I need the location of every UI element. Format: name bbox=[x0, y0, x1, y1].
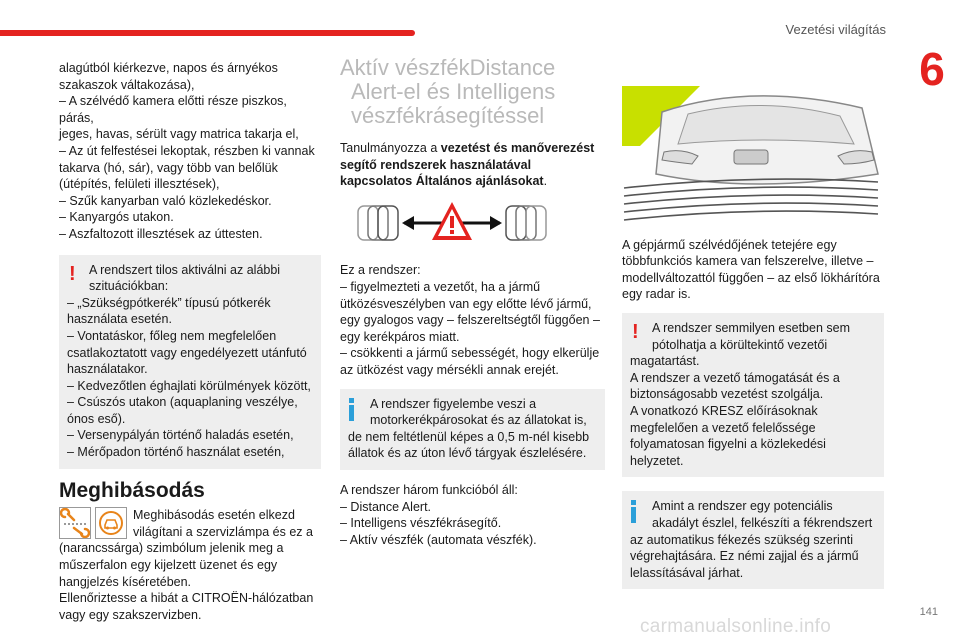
warning-text: A rendszer a vezető támogatását és a bbox=[630, 370, 840, 385]
warning-text: – Csúszós utakon (aquaplaning veszélye, bbox=[67, 395, 298, 410]
warning-text: – Mérőpadon történő használat esetén, bbox=[67, 445, 285, 460]
text-line: Ellenőriztesse a hibát a CITROËN-hálózatban bbox=[59, 591, 314, 606]
info-icon bbox=[348, 398, 356, 420]
warning-text: használata esetén. bbox=[67, 312, 172, 327]
warning-text: – Versenypályán történő haladás esetén, bbox=[67, 428, 294, 443]
intro-bold-text: vezetést és manőverezést segítő rendszerek használatával kapcsolatos Általános ajánlásokat bbox=[340, 141, 595, 189]
text-line: – Kanyargós utakon. bbox=[59, 210, 174, 225]
exclamation-icon: ! bbox=[69, 262, 76, 285]
info-text: végrehajtására. Ez némi zajjal és a jármű bbox=[630, 549, 859, 564]
text-line: A gépjármű szélvédőjének tetejére egy bbox=[622, 237, 837, 252]
info-text: az automatikus fékezés szükség szerinti bbox=[630, 532, 854, 547]
text-line: világítani a szervizlámpa és ez a bbox=[133, 524, 313, 539]
text-line: alagútból kiérkezve, napos és árnyékos bbox=[59, 61, 278, 75]
text-line: hangjelzés kíséretében. bbox=[59, 574, 192, 589]
front-car-icon bbox=[506, 206, 546, 240]
collision-alert-fault-icon bbox=[95, 507, 127, 539]
warning-box bbox=[59, 255, 321, 469]
chapter-color-bar bbox=[0, 30, 415, 36]
info-text: állatok és az úton lévő tárgyak észlelésére. bbox=[348, 446, 587, 461]
fault-icon-group bbox=[59, 507, 127, 540]
running-header: Vezetési világítás bbox=[785, 22, 886, 37]
fault-side-text bbox=[133, 507, 313, 540]
text-line: A rendszer három funkcióból áll: bbox=[340, 482, 518, 497]
warning-text: – Kedvezőtlen éghajlati körülmények között, bbox=[67, 378, 311, 393]
warning-text: ónos eső). bbox=[67, 411, 126, 426]
info-text: de nem feltétlenül képes a 0,5 m-nél kisebb bbox=[348, 429, 590, 444]
text-line: (útépítés, felületi illesztések), bbox=[59, 177, 220, 192]
info-text: lelassításával járhat. bbox=[630, 565, 744, 580]
page-number: 141 bbox=[919, 606, 938, 618]
text-line: az ütközést vagy mérsékli annak erejét. bbox=[340, 362, 559, 377]
text-line: – Distance Alert. bbox=[340, 499, 432, 514]
text-line: takarva (hó, sár), vagy több van belőlük bbox=[59, 160, 278, 175]
warning-text: – Vontatáskor, főleg nem megfelelően bbox=[67, 328, 277, 343]
text-line: egy gyalogos vagy – felszereltségtől függően – bbox=[340, 313, 600, 328]
text-line: vagy egy szakszervizben. bbox=[59, 607, 202, 622]
text-line: – Az út felfestései lekoptak, részben ki vannak bbox=[59, 143, 315, 158]
chapter-number: 6 bbox=[919, 43, 945, 95]
text-line: – csökkenti a jármű sebességét, hogy elkerülje bbox=[340, 346, 600, 361]
service-wrench-icon bbox=[59, 507, 91, 539]
warning-box bbox=[622, 313, 884, 477]
warning-text: pótolhatja a körültekintő vezetői bbox=[652, 337, 828, 352]
warning-text: A vonatkozó KRESZ előírásoknak bbox=[630, 403, 818, 418]
text-line: egy kerékpáros miatt. bbox=[340, 329, 460, 344]
warning-text: használatakor. bbox=[67, 362, 148, 377]
intro-end: . bbox=[543, 174, 548, 189]
conditions-list bbox=[59, 60, 321, 243]
text-line: – Intelligens vészfékrásegítő. bbox=[340, 516, 502, 531]
text-line: többfunkciós kamera van felszerelve, illetve – bbox=[622, 254, 874, 269]
text-line: – Aktív vészfék (automata vészfék). bbox=[340, 532, 537, 547]
intro-paragraph bbox=[340, 140, 605, 190]
text-line: – A szélvédő kamera előtti része piszkos, párás, bbox=[59, 94, 287, 125]
fault-description bbox=[59, 507, 321, 540]
info-text: akadályt észlel, felkészíti a fékrendszert bbox=[652, 515, 873, 530]
warning-text: – „Szükségpótkerék” típusú pótkerék bbox=[67, 295, 271, 310]
text-line: szakaszok váltakozása), bbox=[59, 77, 195, 92]
warning-text: A rendszer semmilyen esetben sem bbox=[652, 320, 851, 335]
fault-text bbox=[59, 540, 321, 623]
system-description bbox=[340, 262, 605, 378]
functions-list bbox=[340, 482, 605, 548]
text-line: modellváltozattól függően – az első lökhárítóra bbox=[622, 270, 880, 285]
text-line: (narancssárga) szimbólum jelenik meg a bbox=[59, 541, 284, 556]
text-line: Ez a rendszer: bbox=[340, 263, 421, 278]
column-left bbox=[59, 60, 321, 623]
warning-text: csatlakoztatott vagy engedélyezett utánfutó bbox=[67, 345, 307, 360]
info-text: Amint a rendszer egy potenciális bbox=[652, 499, 833, 514]
warning-text: A rendszert tilos aktiválni az alábbi bbox=[89, 262, 281, 277]
text-line: műszerfalon egy kijelzett üzenet és egy bbox=[59, 558, 278, 573]
warning-text: szituációkban: bbox=[89, 279, 169, 294]
text-line: – Szűk kanyarban való közlekedéskor. bbox=[59, 193, 272, 208]
column-right bbox=[622, 82, 884, 589]
section-heading-active-braking bbox=[340, 56, 605, 128]
collision-warning-illustration bbox=[352, 198, 552, 246]
info-text: A rendszer figyelembe veszi a bbox=[370, 396, 537, 411]
warning-text: megfelelően a vezető felelőssége bbox=[630, 420, 816, 435]
heading-line: Aktív vészfékDistance bbox=[340, 55, 556, 80]
text-line: – figyelmezteti a vezetőt, ha a jármű bbox=[340, 279, 541, 294]
rear-car-icon bbox=[358, 206, 398, 240]
info-box bbox=[622, 491, 884, 589]
heading-line: vészfékrásegítéssel bbox=[351, 103, 545, 128]
camera-description bbox=[622, 237, 884, 303]
intro-text: Tanulmányozza a bbox=[340, 141, 441, 155]
text-line: – Aszfaltozott illesztések az úttesten. bbox=[59, 226, 263, 241]
warning-text: biztonságosabb vezetést szolgálja. bbox=[630, 387, 824, 402]
warning-text: folyamatosan figyelni a közlekedési helyzetet. bbox=[630, 437, 826, 468]
car-front-sensor-illustration bbox=[622, 82, 880, 222]
info-text: motorkerékpárosokat és az állatokat is, bbox=[370, 413, 587, 428]
info-icon bbox=[630, 500, 638, 522]
heading-line: Alert-el és Intelligens bbox=[351, 79, 556, 104]
exclamation-icon: ! bbox=[632, 320, 639, 343]
text-line: ütközésveszélyben van egy előtte lévő jármű, bbox=[340, 296, 592, 311]
watermark-text: carmanualsonline.info bbox=[640, 616, 832, 637]
warning-text: magatartást. bbox=[630, 354, 700, 369]
text-line: jeges, havas, sérült vagy matrica takarja el, bbox=[59, 127, 299, 142]
info-box bbox=[340, 389, 605, 470]
text-line: egy radar is. bbox=[622, 287, 691, 302]
column-middle bbox=[340, 56, 605, 548]
section-heading-fault: Meghibásodás bbox=[59, 478, 205, 502]
text-line: Meghibásodás esetén elkezd bbox=[133, 508, 295, 523]
